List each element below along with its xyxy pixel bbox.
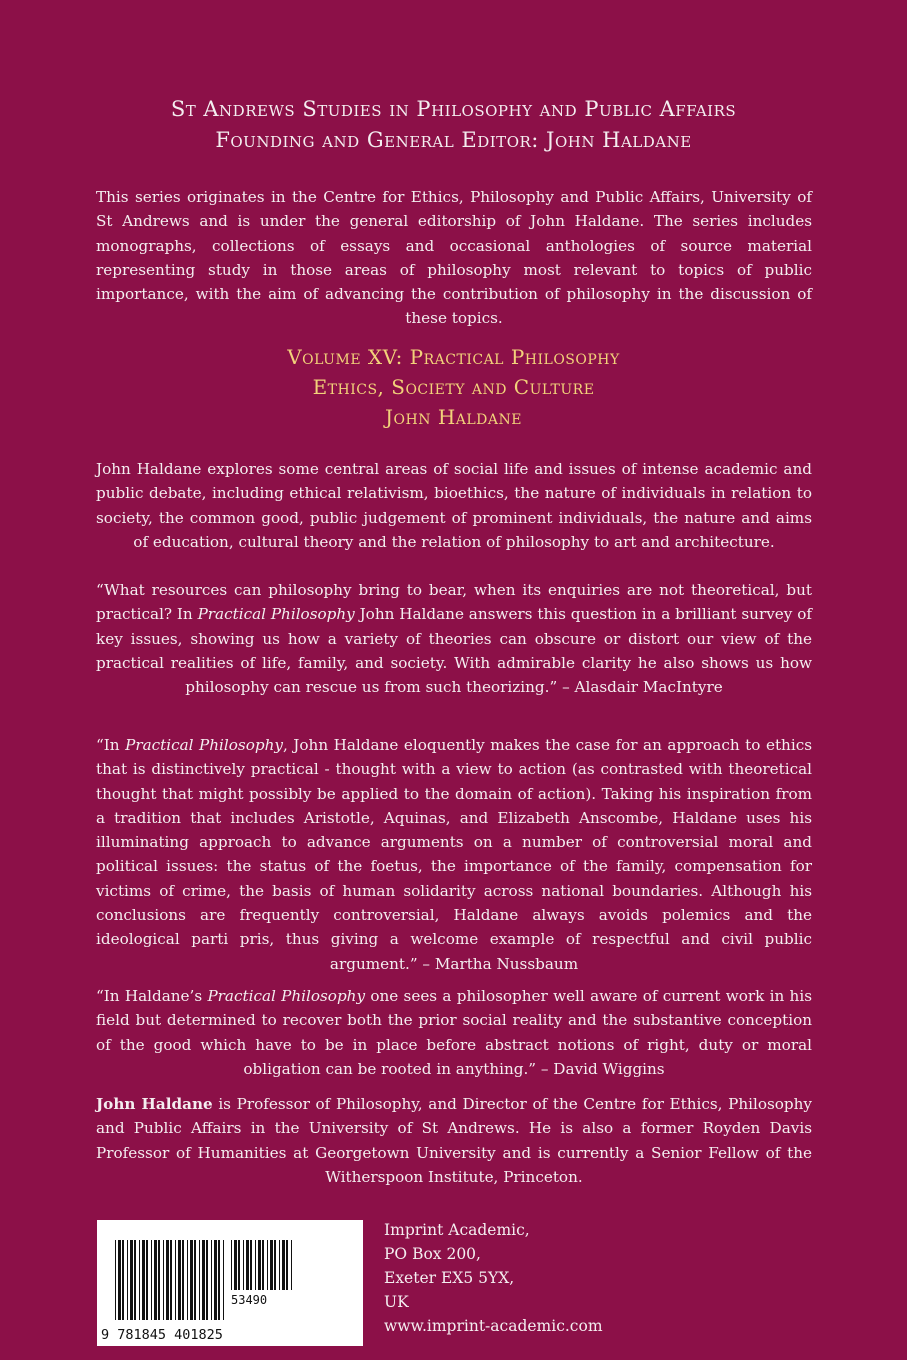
barcode-bar bbox=[158, 1240, 160, 1320]
barcode-bar bbox=[178, 1240, 181, 1320]
imprint-line: UK bbox=[384, 1293, 409, 1311]
barcode-addon-bar bbox=[243, 1240, 244, 1290]
barcode-bar bbox=[170, 1240, 172, 1320]
quote-wiggins: “In Haldane’s Practical Philosophy one sees a philosopher well aware of current work in his field but determined to recover both the prior social reality and the substantive conception of the good which have to be in place before abstract notions of right, duty or moral obligation can be rooted in anything.” – David Wiggins bbox=[96, 987, 812, 1078]
barcode-addon-bar bbox=[270, 1240, 273, 1290]
barcode-bar bbox=[122, 1240, 124, 1320]
barcode-bar bbox=[199, 1240, 200, 1320]
barcode-addon-bar bbox=[262, 1240, 264, 1290]
barcode-bar bbox=[166, 1240, 169, 1320]
barcode-bar bbox=[223, 1240, 224, 1320]
book-description: John Haldane explores some central areas of social life and issues of intense academic and public debate, including ethical relativism, bioethics, the nature of individuals in relation to society, the common good, public judgement of prominent individuals, the nature and aims of education, cultural theory and the relation of philosophy to art and architecture. bbox=[96, 460, 812, 551]
barcode-bar bbox=[139, 1240, 140, 1320]
barcode-bar bbox=[218, 1240, 220, 1320]
barcode-bar bbox=[115, 1240, 116, 1320]
barcode-bar bbox=[190, 1240, 193, 1320]
barcode-addon-number: 53490 bbox=[231, 1293, 268, 1307]
quote-macintyre: “What resources can philosophy bring to bear, when its enquiries are not theoretical, but practical? In Practical Philosophy John Haldane answers this question in a brilliant survey of key issues, showing us how a variety of theories can obscure or distort our view of the practical realities of life, family, and society. With admirable clarity he also shows us how philosophy can rescue us from such theorizing.” – Alasdair MacIntyre bbox=[96, 581, 812, 697]
series-heading bbox=[0, 94, 907, 156]
quote-nussbaum: “In Practical Philosophy, John Haldane eloquently makes the case for an approach to ethics that is distinctively practical - thought with a view to action (as contrasted with theoretical thought that might possibly be applied to the domain of action). Taking his inspiration from a tradition that includes Aristotle, Aquinas, and Elizabeth Anscombe, Haldane uses his illuminating approach to advance arguments on a number of controversial moral and political issues: the status of the foetus, the importance of the family, compensation for victims of crime, the basis of human solidarity across national boundaries. Although his conclusions are frequently controversial, Haldane always avoids polemics and the ideological parti pris, thus giving a welcome example of respectful and civil public argument.” – Martha Nussbaum bbox=[96, 736, 812, 973]
barcode-addon-bar bbox=[267, 1240, 268, 1290]
barcode-bar bbox=[206, 1240, 208, 1320]
barcode-bar bbox=[202, 1240, 205, 1320]
barcode-addon-bar bbox=[286, 1240, 288, 1290]
barcode-bar bbox=[182, 1240, 184, 1320]
volume-title: Volume XV: Practical Philosophy bbox=[287, 345, 620, 369]
barcode-bar bbox=[175, 1240, 176, 1320]
volume-heading bbox=[0, 342, 907, 432]
series-title: St Andrews Studies in Philosophy and Public Affairs bbox=[170, 97, 737, 121]
publisher-website[interactable]: www.imprint-academic.com bbox=[384, 1317, 603, 1335]
publisher-address bbox=[384, 1218, 603, 1338]
barcode-addon-bar bbox=[231, 1240, 232, 1290]
barcode-bar bbox=[214, 1240, 217, 1320]
barcode-bar bbox=[134, 1240, 136, 1320]
barcode-bar bbox=[163, 1240, 164, 1320]
barcode-bar bbox=[118, 1240, 121, 1320]
author-bio: John Haldane is Professor of Philosophy, and Director of the Centre for Ethics, Philosophy and Public Affairs in the University of St Andrews. He is also a former Royden Davis Professor of Humanities at Georgetown University and is currently a Senior Fellow of the Witherspoon Institute, Princeton. bbox=[96, 1095, 813, 1186]
author-name: John Haldane bbox=[96, 1095, 213, 1113]
barcode-addon-bar bbox=[258, 1240, 261, 1290]
barcode-isbn-number: 9 781845 401825 bbox=[101, 1327, 223, 1343]
barcode-bar bbox=[154, 1240, 157, 1320]
imprint-line: PO Box 200, bbox=[384, 1245, 481, 1263]
barcode-bar bbox=[142, 1240, 145, 1320]
imprint-line: Imprint Academic, bbox=[384, 1221, 530, 1239]
barcode-addon-bar bbox=[238, 1240, 240, 1290]
volume-author: John Haldane bbox=[385, 405, 522, 429]
barcode-addon-bar bbox=[274, 1240, 276, 1290]
barcode-bar bbox=[194, 1240, 196, 1320]
imprint-line: Exeter EX5 5YX, bbox=[384, 1269, 515, 1287]
barcode-addon-bar bbox=[250, 1240, 252, 1290]
barcode-addon-bar bbox=[291, 1240, 292, 1290]
barcode-bar bbox=[130, 1240, 133, 1320]
barcode bbox=[97, 1220, 363, 1346]
barcode-bar bbox=[146, 1240, 148, 1320]
volume-subtitle: Ethics, Society and Culture bbox=[312, 375, 595, 399]
series-intro: This series originates in the Centre for Ethics, Philosophy and Public Affairs, University of St Andrews and is under the general editorship of John Haldane. The series includes monographs, collections of essays and occasional anthologies of source material representing study in those areas of philosophy most relevant to topics of public importance, with the aim of advancing the contribution of philosophy in the discussion of these topics. bbox=[96, 188, 812, 328]
barcode-bar bbox=[127, 1240, 128, 1320]
barcode-bar bbox=[187, 1240, 188, 1320]
barcode-bar bbox=[211, 1240, 212, 1320]
barcode-addon-bar bbox=[255, 1240, 256, 1290]
barcode-addon-bar bbox=[246, 1240, 249, 1290]
barcode-bar bbox=[151, 1240, 152, 1320]
barcode-addon-bar bbox=[234, 1240, 237, 1290]
series-editor: Founding and General Editor: John Haldane bbox=[215, 128, 692, 152]
barcode-addon-bar bbox=[282, 1240, 285, 1290]
barcode-addon-bar bbox=[279, 1240, 280, 1290]
